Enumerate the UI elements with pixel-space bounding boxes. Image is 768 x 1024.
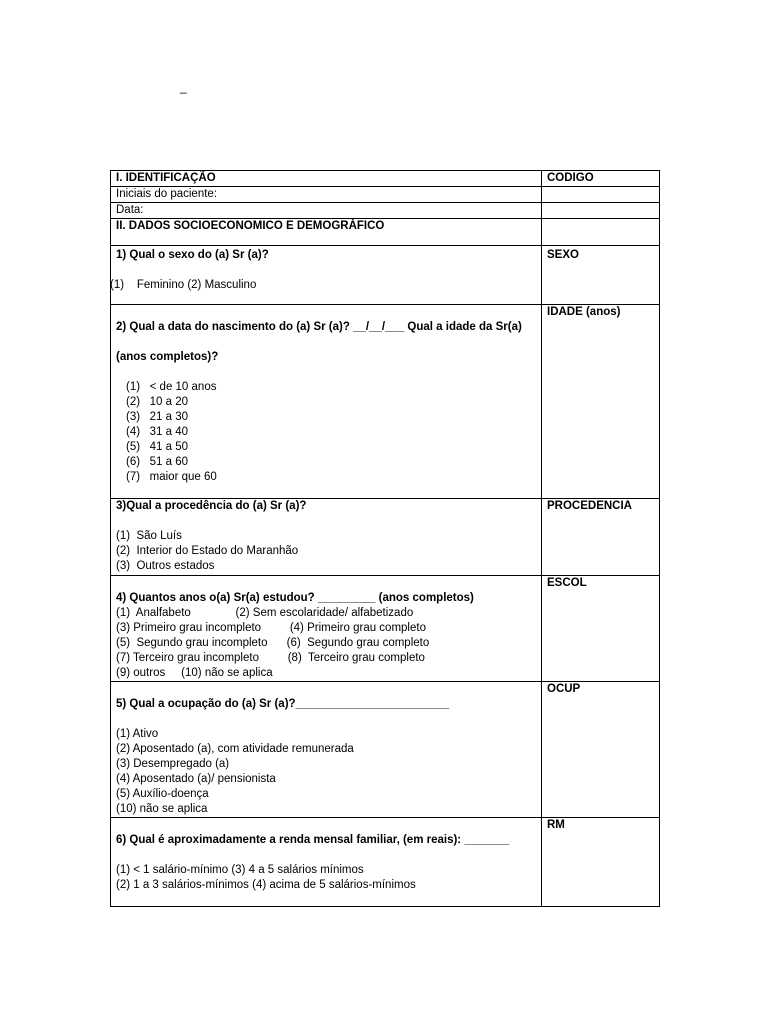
section2-title: II. DADOS SOCIOECONOMICO E DEMOGRÁFICO [111, 219, 542, 246]
section1-row [111, 171, 660, 187]
field-date-label[interactable]: Data: [111, 203, 542, 219]
option-item[interactable]: (2) Interior do Estado do Maranhão [116, 545, 299, 557]
option-item[interactable]: (3) Outros estados [116, 560, 215, 572]
question-3-cell [111, 499, 542, 576]
section1-title: I. IDENTIFICAÇÃO [111, 171, 542, 187]
date-code-cell[interactable] [542, 203, 660, 219]
option-item[interactable]: (2) 10 a 20 [126, 396, 189, 408]
question-2-options [116, 380, 536, 485]
option-item[interactable]: (7) maior que 60 [126, 471, 217, 483]
question-5-code[interactable]: OCUP [542, 682, 660, 818]
question-6-code[interactable]: RM [542, 818, 660, 907]
question-1-row [111, 246, 660, 305]
question-3-row [111, 499, 660, 576]
question-6-cell [111, 818, 542, 907]
question-1-text: 1) Qual o sexo do (a) Sr (a)? [116, 249, 269, 261]
question-4-cell [111, 576, 542, 682]
code-header: CODIGO [542, 171, 660, 187]
option-item[interactable]: (3) 21 a 30 [126, 411, 189, 423]
questionnaire-table [110, 170, 660, 907]
option-item[interactable]: (7) Terceiro grau incompleto (8) Terceiro grau completo [116, 652, 425, 664]
question-2-row [111, 305, 660, 499]
question-5-text: 5) Qual a ocupação do (a) Sr (a)?________________________ [116, 698, 450, 710]
initials-row [111, 187, 660, 203]
question-4-row [111, 576, 660, 682]
option-item[interactable]: (5) Auxílio-doença [116, 788, 209, 800]
option-item[interactable]: (1) < 1 salário-mínimo (3) 4 a 5 salários mínimos [116, 864, 364, 876]
option-item[interactable]: (3) Primeiro grau incompleto (4) Primeiro grau completo [116, 622, 426, 634]
option-item[interactable]: (2) 1 a 3 salários-mínimos (4) acima de 5 salários-mínimos [116, 879, 416, 891]
section2-row [111, 219, 660, 246]
question-3-text: 3)Qual a procedência do (a) Sr (a)? [116, 500, 307, 512]
question-4-text: 4) Quantos anos o(a) Sr(a) estudou? _________ (anos completos) [116, 592, 474, 604]
question-1-options[interactable]: (1) Feminino (2) Masculino [110, 279, 257, 291]
option-item[interactable]: (5) Segundo grau incompleto (6) Segundo grau completo [116, 637, 430, 649]
option-item[interactable]: (9) outros (10) não se aplica [116, 667, 273, 679]
question-5-row [111, 682, 660, 818]
initials-code-cell[interactable] [542, 187, 660, 203]
question-3-code[interactable]: PROCEDENCIA [542, 499, 660, 576]
field-initials-label[interactable]: Iniciais do paciente: [111, 187, 542, 203]
option-item[interactable]: (1) < de 10 anos [126, 381, 217, 393]
option-item[interactable]: (5) 41 a 50 [126, 441, 189, 453]
header-mark: _ [180, 80, 187, 94]
section2-code-cell [542, 219, 660, 246]
option-item[interactable]: (10) não se aplica [116, 803, 208, 815]
question-2-text-cont: (anos completos)? [116, 351, 219, 363]
date-row [111, 203, 660, 219]
question-2-code[interactable]: IDADE (anos) [542, 305, 660, 499]
option-item[interactable]: (1) São Luís [116, 530, 182, 542]
question-6-row [111, 818, 660, 907]
question-5-cell [111, 682, 542, 818]
question-1-cell [111, 246, 542, 305]
option-item[interactable]: (6) 51 a 60 [126, 456, 189, 468]
option-item[interactable]: (1) Analfabeto (2) Sem escolaridade/ alfabetizado [116, 607, 414, 619]
option-item[interactable]: (4) Aposentado (a)/ pensionista [116, 773, 276, 785]
option-item[interactable]: (2) Aposentado (a), com atividade remunerada [116, 743, 354, 755]
question-2-text: 2) Qual a data do nascimento do (a) Sr (a)? __/__/___ Qual a idade da Sr(a) [116, 321, 522, 333]
question-6-text: 6) Qual é aproximadamente a renda mensal familiar, (em reais): _______ [116, 834, 510, 846]
option-item[interactable]: (1) Ativo [116, 728, 159, 740]
question-2-cell [111, 305, 542, 499]
option-item[interactable]: (4) 31 a 40 [126, 426, 189, 438]
question-4-code[interactable]: ESCOL [542, 576, 660, 682]
option-item[interactable]: (3) Desempregado (a) [116, 758, 230, 770]
question-1-code[interactable]: SEXO [542, 246, 660, 305]
